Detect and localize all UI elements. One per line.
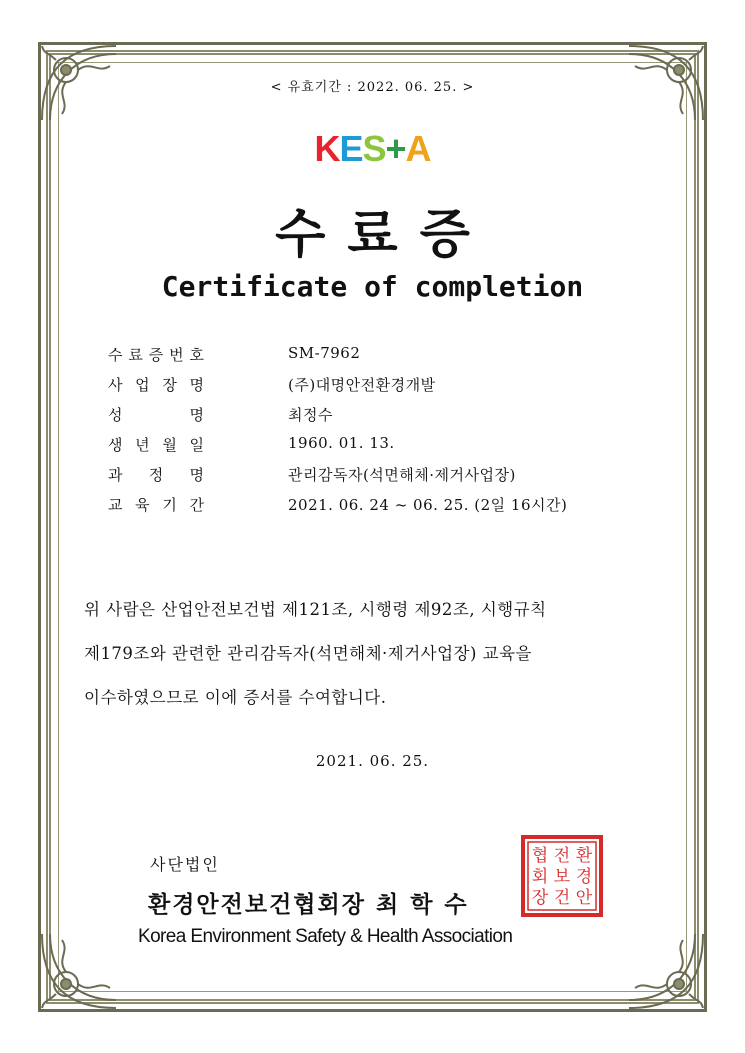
info-value: SM-7962 [288,344,361,362]
info-label: 생 년 월 일 [108,436,204,454]
info-row-workplace [108,374,628,404]
logo-letter-k: K [314,128,340,169]
info-row-name [108,404,628,434]
info-row-training-period [108,494,628,524]
info-label: 사 업 장 명 [108,376,204,394]
certificate-body [84,588,674,720]
info-value: 관리감독자(석면해체·제거사업장) [288,466,516,484]
body-line: 위 사람은 산업안전보건법 제121조, 시행령 제92조, 시행규칙 [84,600,547,619]
official-seal-stamp [520,834,604,918]
svg-text:전: 전 [553,846,571,866]
logo-letter-e: E [339,128,363,169]
info-label: 성 명 [108,406,204,424]
info-row-certificate-number [108,344,628,374]
validity-period: < 유효기간 : 2022. 06. 25. > [270,80,475,95]
svg-text:환: 환 [575,846,593,866]
info-value: 2021. 06. 24 ~ 06. 25. (2일 16시간) [288,496,568,514]
svg-text:건: 건 [553,888,571,908]
logo-letter-s: S [362,128,386,169]
organization-type: 사단법인 [150,855,220,874]
logo-cross: + [385,128,406,169]
info-label: 수 료 증 번 호 [108,346,204,364]
ornament-corner-bottom-left [36,928,122,1014]
svg-text:안: 안 [575,888,593,908]
body-line: 제179조와 관련한 관리감독자(석면해체·제거사업장) 교육을 [84,644,532,663]
issue-date: 2021. 06. 25. [315,752,430,770]
certificate-info-table [108,344,628,524]
logo-letter-a: A [405,128,431,169]
svg-text:경: 경 [575,867,593,887]
svg-text:협: 협 [531,846,549,866]
info-value: 최정수 [288,406,333,424]
svg-text:장: 장 [531,888,549,908]
info-label: 교 육 기 간 [108,496,204,514]
info-label: 과 정 명 [108,466,204,484]
svg-text:회: 회 [531,867,549,887]
kesha-logo [0,128,745,170]
info-row-birthdate [108,434,628,464]
body-line: 이수하였으므로 이에 증서를 수여합니다. [84,688,387,707]
president-name: 환경안전보건협회장 최 학 수 [148,891,469,918]
organization-english-name: Korea Environment Safety & Health Association [138,926,513,947]
certificate-subtitle: Certificate of completion [161,270,584,303]
ornament-corner-bottom-right [623,928,709,1014]
svg-text:보: 보 [553,867,571,887]
info-value: 1960. 01. 13. [288,434,395,452]
certificate-title: 수료증 [275,204,492,265]
info-row-course [108,464,628,494]
info-value: (주)대명안전환경개발 [288,376,436,394]
